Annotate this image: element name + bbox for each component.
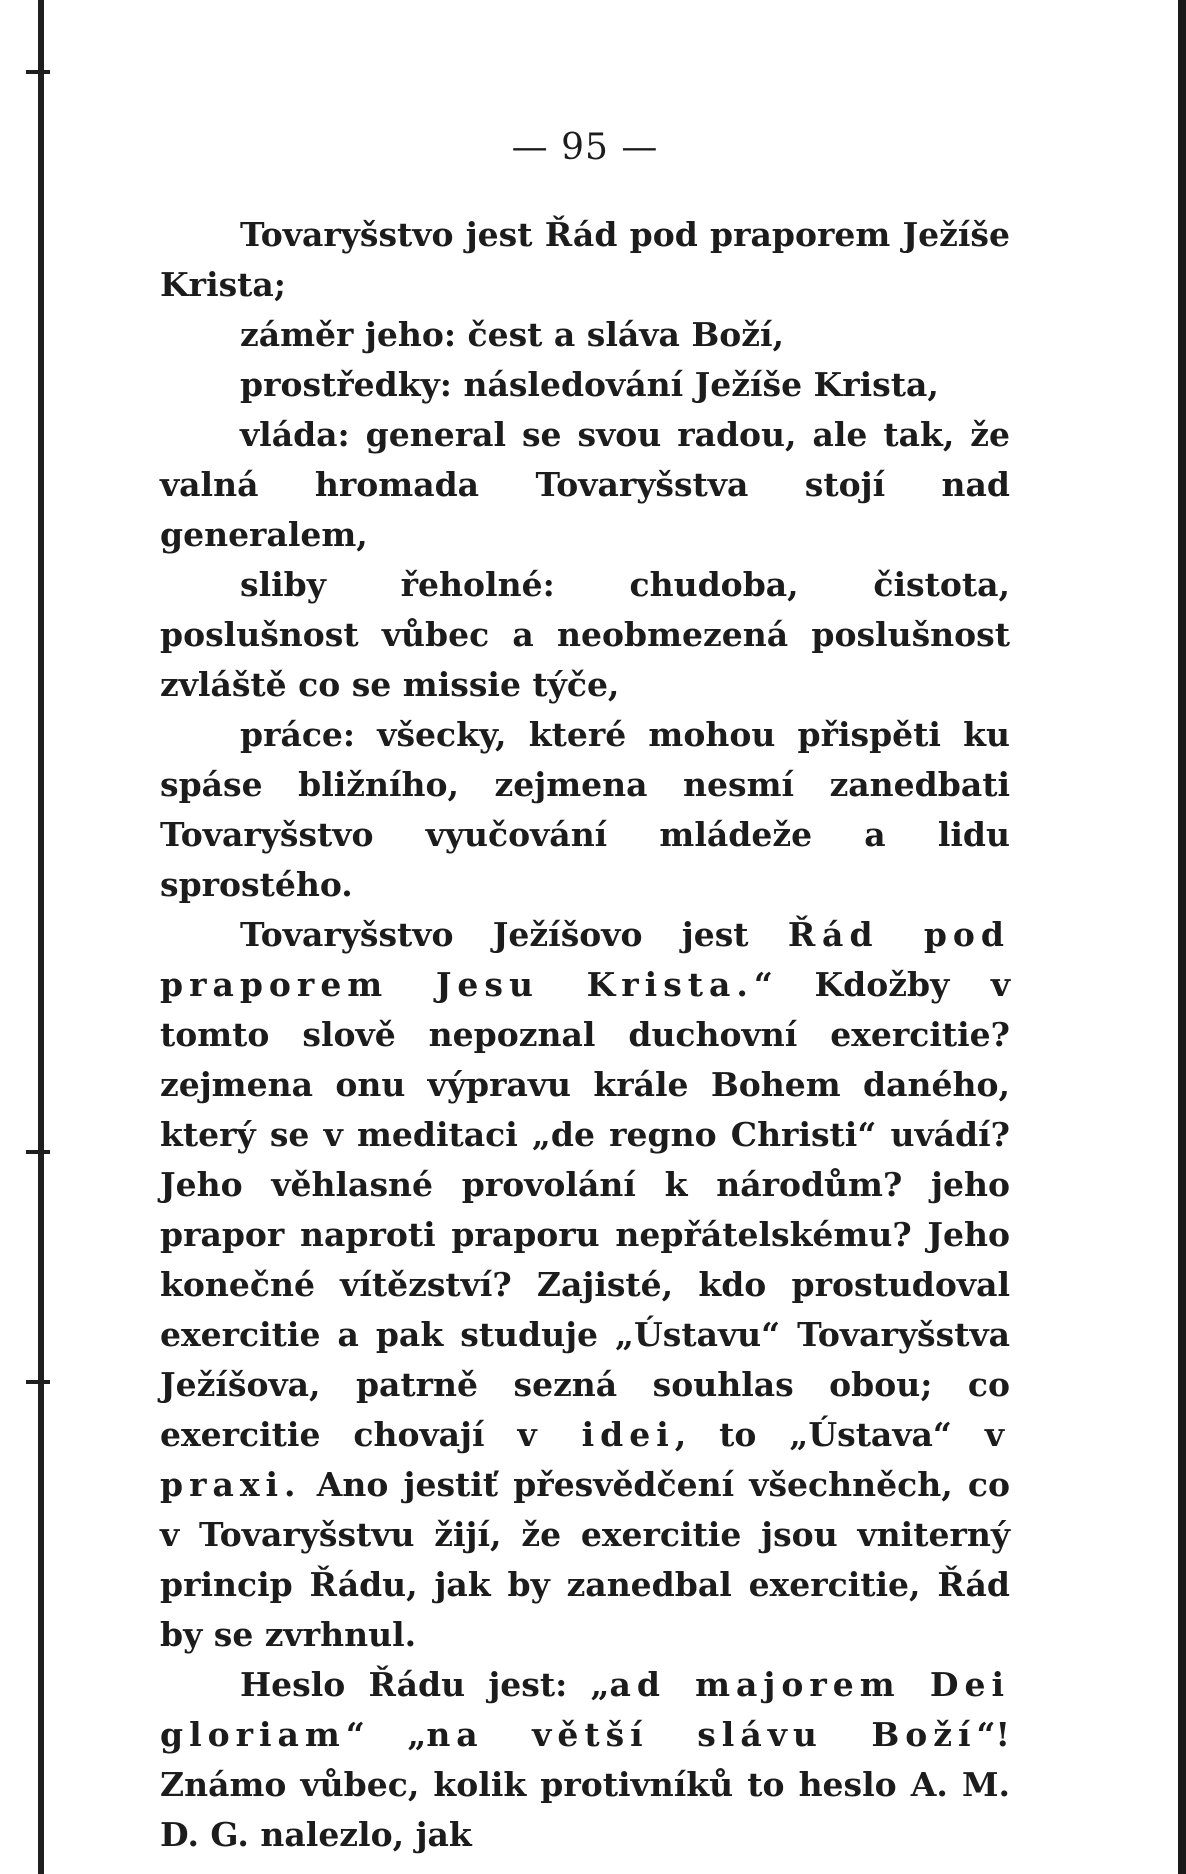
text-run: sliby řeholné: chudoba, čistota, poslušnost vůbec a neobmezená poslušnost zvláště co se missie týče, bbox=[160, 565, 1010, 704]
emphasized-text: ad majorem Dei gloriam bbox=[160, 1665, 1010, 1754]
emphasized-text: v praxi. bbox=[160, 1415, 1010, 1504]
paragraph bbox=[160, 1660, 1010, 1860]
emphasized-text: v idei bbox=[517, 1415, 675, 1454]
paragraph bbox=[160, 560, 1010, 710]
text-run: prostředky: následování Ježíše Krista, bbox=[240, 365, 939, 404]
scan-mark bbox=[26, 1380, 50, 1384]
text-run: , to „Ústava“ bbox=[674, 1415, 985, 1454]
scan-left-margin bbox=[0, 0, 46, 1874]
scan-mark bbox=[26, 70, 50, 74]
paragraph bbox=[160, 410, 1010, 560]
paragraph bbox=[160, 710, 1010, 910]
text-run: “ „ bbox=[345, 1715, 427, 1754]
page-number: — 95 — bbox=[511, 127, 659, 168]
text-run: Heslo Řádu jest: „ bbox=[240, 1665, 610, 1704]
scan-right-edge bbox=[1178, 0, 1186, 1874]
emphasized-text: na větší slávu Boží bbox=[426, 1715, 977, 1754]
body-text bbox=[160, 210, 1010, 1860]
scan-mark bbox=[26, 1150, 50, 1154]
scan-binding-edge bbox=[38, 0, 44, 1874]
paragraph bbox=[160, 310, 1010, 360]
book-page bbox=[160, 120, 1010, 1860]
text-run: Tovaryšstvo Ježíšovo jest bbox=[240, 915, 788, 954]
text-run: “ Kdožby v tomto slově nepoznal duchovní exercitie? zejmena onu výpravu krále Bohem daného, který se v meditaci „de regno Christi“ uvádí? Jeho věhlasné provolání k národům? jeho prapor naproti praporu nepřátelskému? Jeho konečné vítězství? Zajisté, kdo prostudoval exercitie a pak studuje „Ústavu“ Tovaryšstva Ježíšova, patrně sezná souhlas obou; co exercitie chovají bbox=[160, 965, 1011, 1454]
emphasized-text: Řád pod praporem Jesu Krista. bbox=[160, 915, 1010, 1004]
paragraph bbox=[160, 360, 1010, 410]
text-run: “! Známo vůbec, kolik protivníků to heslo A. M. D. G. nalezlo, jak bbox=[160, 1715, 1011, 1854]
paragraph bbox=[160, 210, 1010, 310]
text-run: práce: všecky, které mohou přispěti ku spáse bližního, zejmena nesmí zanedbati Tovaryšstvo vyučování mládeže a lidu sprostého. bbox=[160, 715, 1010, 904]
text-run: Ano jestiť přesvědčení všechněch, co v Tovaryšstvu žijí, že exercitie jsou vniterný princip Řádu, jak by zanedbal exercitie, Řád by se zvrhnul. bbox=[160, 1465, 1010, 1654]
text-run: vláda: general se svou radou, ale tak, že valná hromada Tovaryšstva stojí nad generalem, bbox=[160, 415, 1010, 554]
text-run: Tovaryšstvo jest Řád pod praporem Ježíše Krista; bbox=[160, 215, 1010, 304]
text-run: záměr jeho: čest a sláva Boží, bbox=[240, 315, 785, 354]
paragraph bbox=[160, 910, 1010, 1660]
